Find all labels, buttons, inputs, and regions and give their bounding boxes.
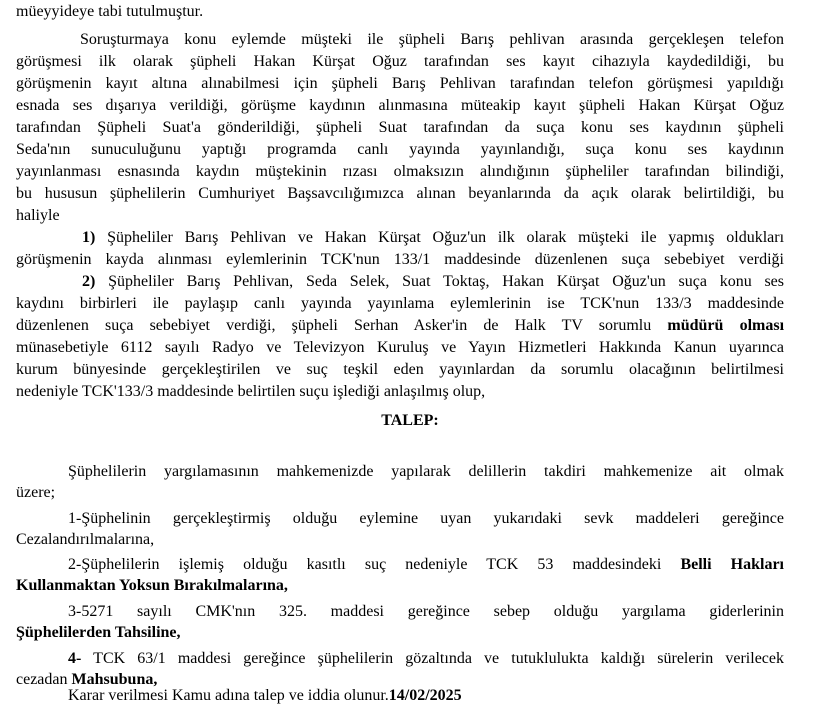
prev-paragraph-end: müeyyideye tabi tutulmuştur.: [16, 3, 204, 20]
text-line: üzere;: [16, 484, 56, 501]
text-line: Şüpheliler Barış Pehlivan, Seda Selek, Suat Toktaş, Hakan Kürşat Oğuz'un suça konu ses: [108, 273, 785, 290]
bold-text: Belli Hakları: [680, 556, 784, 573]
text-line: cezadan: [16, 671, 68, 688]
text-line: 1-Şüphelinin gerçekleştirmiş olduğu eylemine uyan yukarıdaki sevk maddeleri gereğince: [68, 510, 784, 527]
bold-text: Kullanmaktan Yoksun Bırakılmalarına,: [16, 577, 288, 594]
text-line: 3-5271 sayılı CMK'nın 325. maddesi gereğince sebep olduğu yargılama giderlerinin: [68, 603, 784, 620]
bold-text: müdürü olması: [667, 317, 785, 334]
text-line: düzenlenen suça sebebiyet verdiği, şüpheli Serhan Asker'in de Halk TV sorumlu: [16, 317, 652, 334]
bold-text: Şüphelilerden Tahsiline,: [16, 624, 181, 641]
text-line: 2-Şüphelilerin işlemiş olduğu kasıtlı suç nedeniyle TCK 53 maddesindeki: [68, 556, 662, 573]
text-line: Cezalandırılmalarına,: [16, 531, 155, 548]
text-line: nedeniyle TCK'133/3 maddesinde belirtilen suçu işlediği anlaşılmış olup,: [16, 383, 486, 400]
item-number: 2): [82, 273, 96, 290]
text-line: münasebetiyle 6112 sayılı Radyo ve Televizyon Kuruluş ve Yayın Hizmetleri Hakkında Kanun uyarınca: [16, 339, 784, 356]
text-line: kaydını birbirleri ile paylaşıp canlı yayında yayınlama eylemlerinin ise TCK'nun 133/3 maddesinde: [16, 295, 784, 312]
item-number: 1): [82, 229, 96, 246]
text-line: bu hususun şüphelilerin Cumhuriyet Başsavcılığımızca alınan beyanlarında da açık olarak belirtildiği, bu: [16, 185, 784, 202]
text-line: Şüphelilerin yargılamasının mahkemenizde yapılarak delillerin takdiri mahkemenize ait olmak: [68, 463, 784, 480]
talep-heading: TALEP:: [381, 412, 439, 429]
text-line: haliyle: [16, 207, 60, 224]
text-line: TCK 63/1 maddesi gereğince şüphelilerin gözaltında ve tutuklulukta kaldığı sürelerin verilecek: [93, 650, 785, 667]
text-line: Soruşturmaya konu eylemde müşteki ile şüpheli Barış pehlivan arasında gerçekleşen telefon: [80, 31, 784, 48]
item-number: 4-: [68, 650, 82, 667]
text-line: Şüpheliler Barış Pehlivan ve Hakan Kürşat Oğuz'un ilk olarak müşteki ile yapmış oldukları: [107, 229, 785, 246]
text-line: tarafından Şüpheli Suat'a gönderildiği, şüpheli Suat tarafından da suça konu ses kaydının şüpheli: [16, 119, 784, 136]
text-line: Seda'nın sunuculuğunu yaptığı programda canlı yayında yayınlandığı, suça konu ses kaydının: [16, 141, 784, 158]
date-text: 14/02/2025: [388, 687, 462, 704]
text-line: yayınlanması esnasında kaydın müştekinin rızası olmaksızın alındığının şüpheliler tarafından bilindiği,: [16, 163, 784, 180]
text-line: görüşmenin kayıt altına alınabilmesi için şüpheli Barış Pehlivan tarafından telefon görüşmesi yapıldığı: [16, 75, 784, 92]
bold-text: Mahsubuna,: [71, 671, 158, 688]
text-line: görüşmesi ilk olarak şüpheli Hakan Kürşat Oğuz tarafından ses kayıt cihazıyla kaydedildiği, bu: [16, 53, 784, 70]
text-line: görüşmenin kayda alınması eylemlerinin TCK'nun 133/1 maddesinde düzenlenen suça sebebiyet verdiği: [16, 251, 784, 268]
closing-text: Karar verilmesi Kamu adına talep ve iddia olunur.: [68, 687, 389, 704]
text-line: esnada ses dışarıya verildiği, görüşme kaydının alınmasına müteakip kayıt şüpheli Hakan Kürşat Oğuz: [16, 97, 784, 114]
text-line: kurum bünyesinde gerçekleştirilen ve suç teşkil eden yayınlardan da sorumlu olacağının belirtilmesi: [16, 361, 784, 378]
